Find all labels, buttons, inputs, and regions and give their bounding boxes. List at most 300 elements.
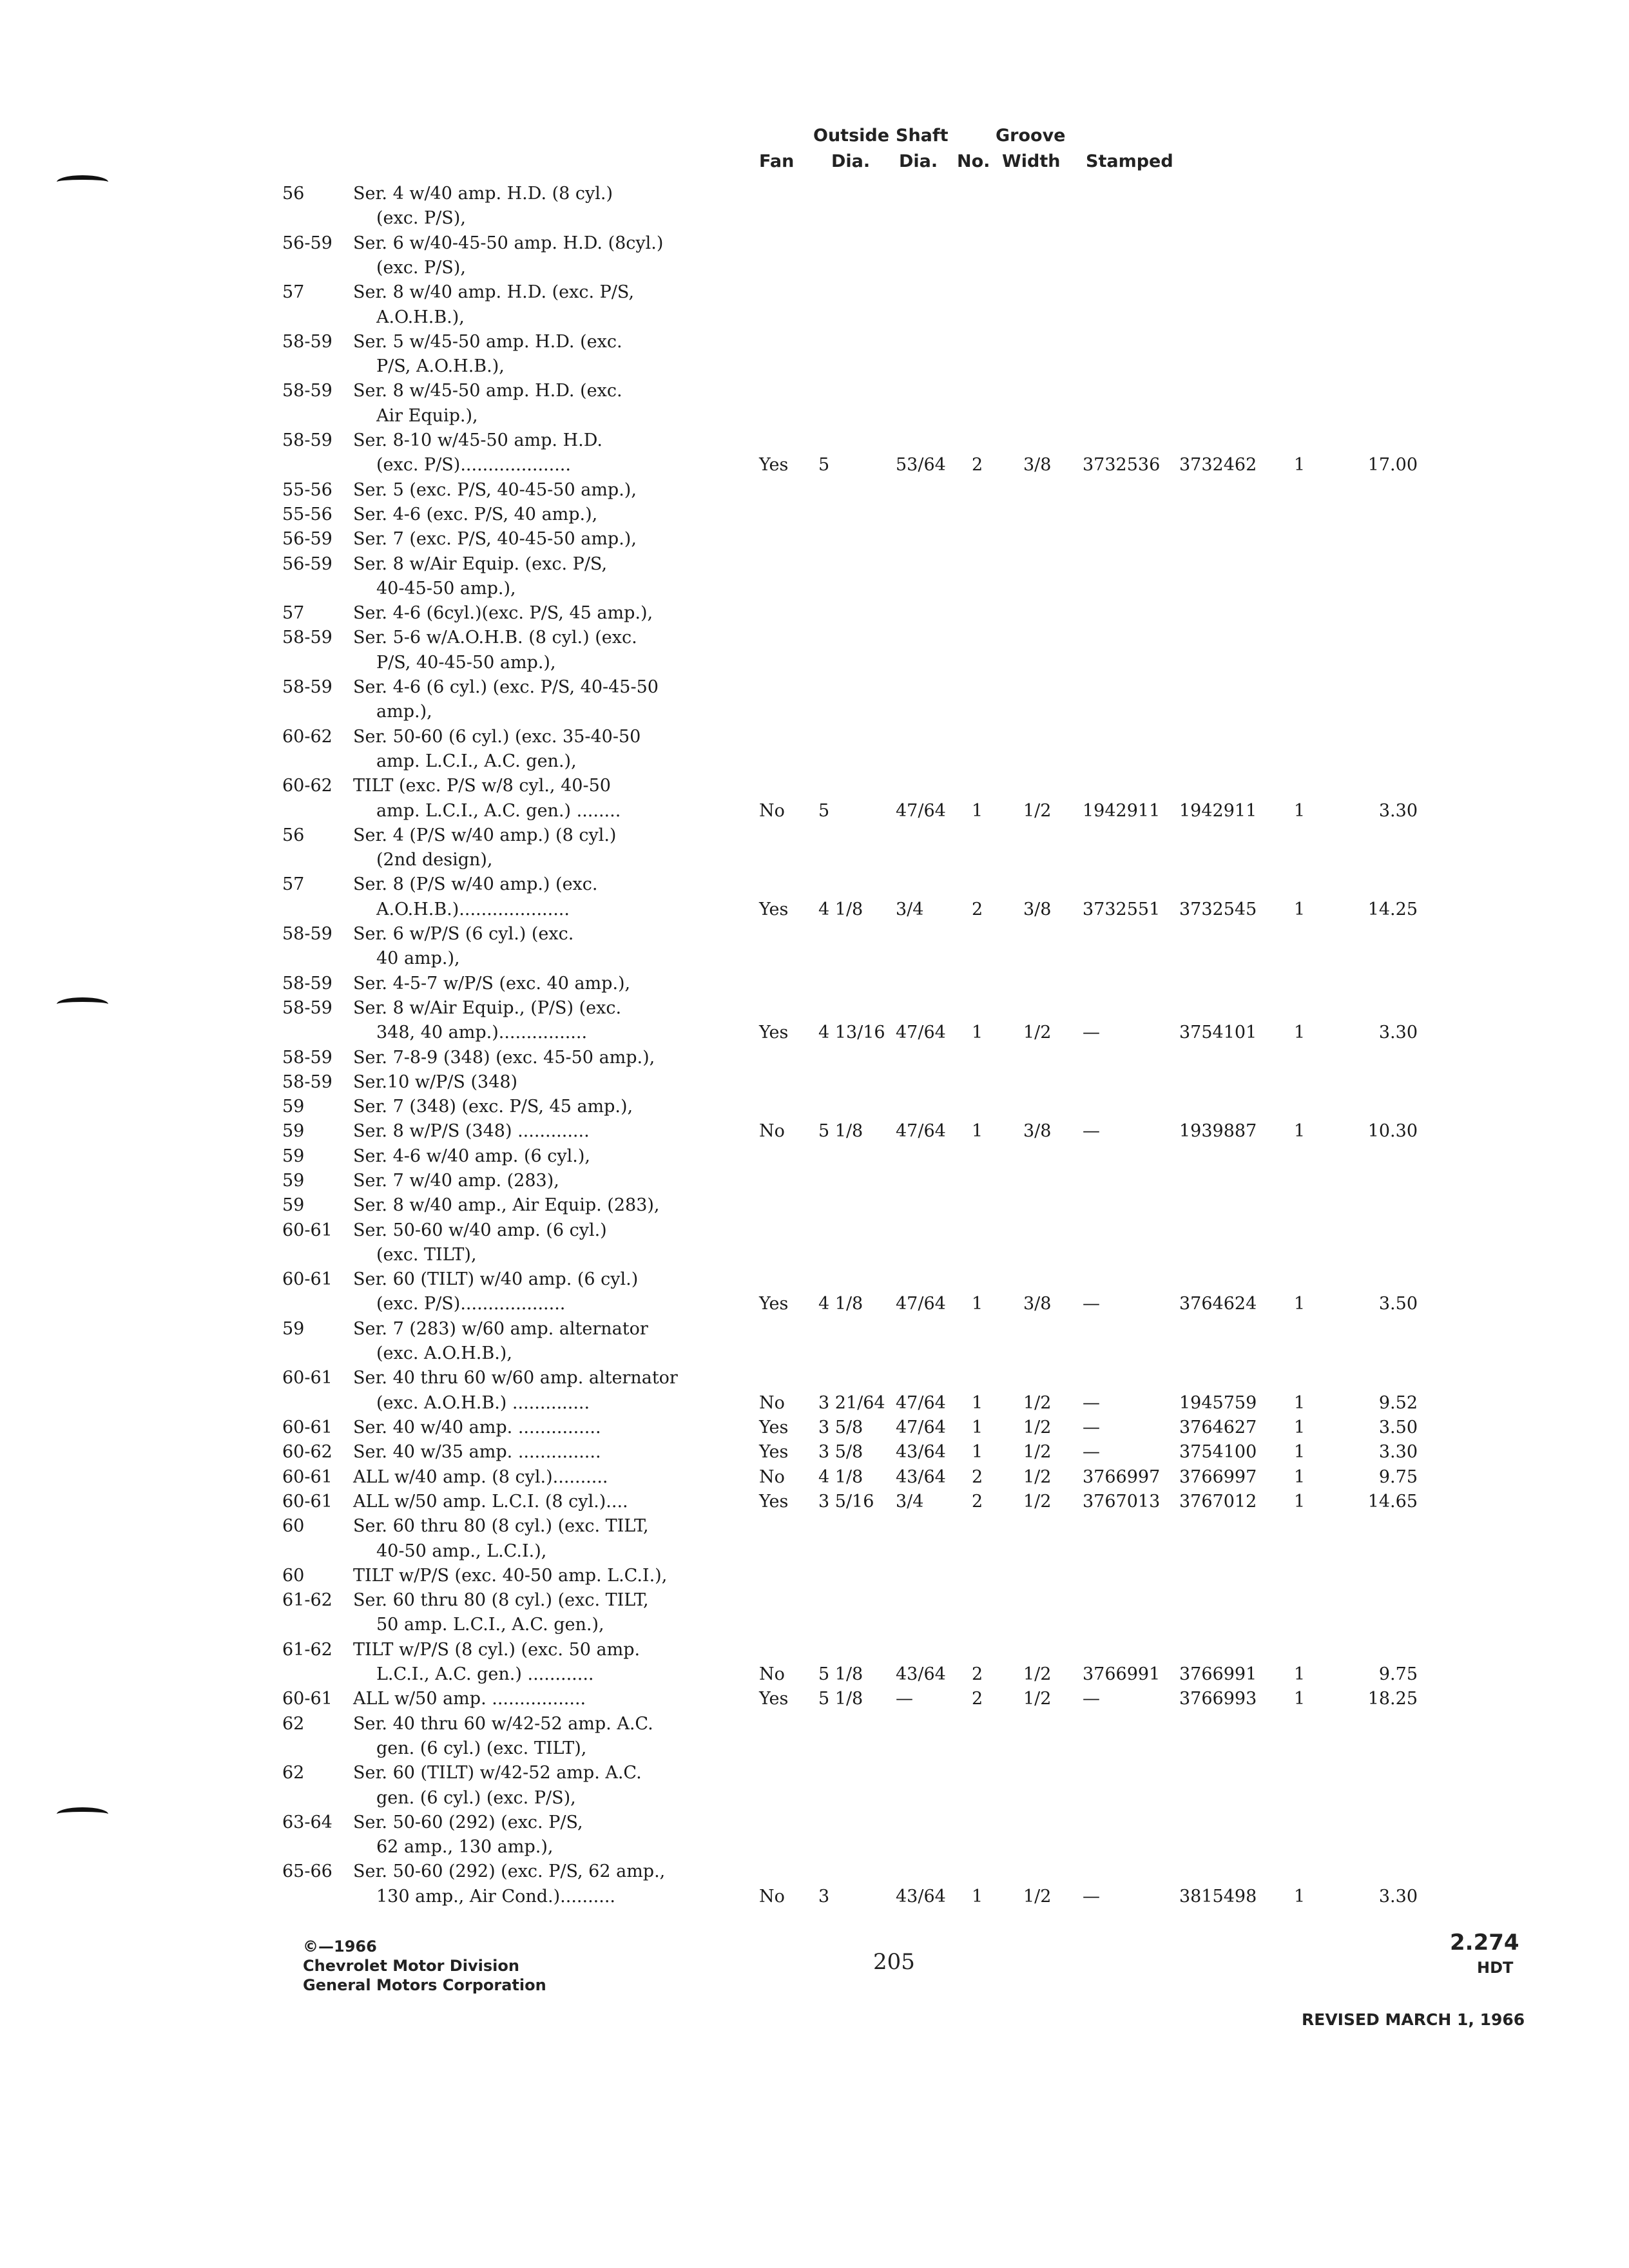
cell-stamped: — — [1083, 1689, 1100, 1709]
cell-sd: 47/64 — [896, 1294, 946, 1314]
cell-year: 58-59 — [282, 1072, 333, 1092]
cell-year: 58-59 — [282, 677, 333, 697]
cell-part: 1945759 — [1179, 1393, 1257, 1413]
cell-year: 62 — [282, 1763, 305, 1783]
cell-desc: (exc. TILT), — [376, 1245, 477, 1265]
cell-year: 60 — [282, 1516, 305, 1536]
header-shaft-1: Shaft — [896, 126, 949, 146]
cell-desc: Ser. 60 thru 80 (8 cyl.) (exc. TILT, — [353, 1590, 649, 1610]
table-row — [0, 282, 1629, 305]
cell-desc: Ser. 5 w/45-50 amp. H.D. (exc. — [353, 332, 622, 352]
cell-qty: 1 — [1294, 1294, 1306, 1314]
cell-year: 59 — [282, 1146, 305, 1166]
table-row — [0, 184, 1629, 207]
table-row — [0, 1368, 1629, 1391]
cell-desc: Ser. 6 w/40-45-50 amp. H.D. (8cyl.) — [353, 233, 664, 253]
cell-od: 5 1/8 — [818, 1121, 863, 1141]
cell-od: 3 5/16 — [818, 1492, 874, 1512]
cell-price: 3.50 — [1378, 1418, 1418, 1437]
cell-qty: 1 — [1294, 1442, 1306, 1462]
cell-qty: 1 — [1294, 1467, 1306, 1487]
cell-fan: Yes — [759, 1294, 789, 1314]
cell-desc: (exc. P/S).................... — [376, 455, 571, 475]
cell-no: 1 — [972, 1294, 983, 1314]
cell-no: 2 — [972, 455, 983, 475]
cell-fan: No — [759, 1121, 785, 1141]
table-row — [0, 208, 1629, 231]
cell-desc: Ser. 7 (exc. P/S, 40-45-50 amp.), — [353, 529, 637, 549]
table-row — [0, 1763, 1629, 1786]
cell-stamped: 3766997 — [1083, 1467, 1161, 1487]
cell-desc: (exc. A.O.H.B.), — [376, 1343, 512, 1363]
table-row — [0, 1714, 1629, 1737]
cell-sd: 43/64 — [896, 1442, 946, 1462]
header-no: No. — [957, 151, 990, 171]
cell-no: 1 — [972, 1887, 983, 1907]
section-code: HDT — [1477, 1959, 1514, 1977]
cell-desc: Ser. 40 thru 60 w/60 amp. alternator — [353, 1368, 678, 1388]
cell-year: 59 — [282, 1121, 305, 1141]
header-shaft-2: Dia. — [899, 151, 938, 171]
cell-desc: Ser. 8 w/P/S (348) ............. — [353, 1121, 590, 1141]
table-row — [0, 529, 1629, 552]
cell-year: 60-61 — [282, 1269, 333, 1289]
cell-desc: Ser. 4-6 (exc. P/S, 40 amp.), — [353, 505, 598, 524]
cell-stamped: 3732551 — [1083, 899, 1161, 919]
table-row — [0, 1837, 1629, 1860]
cell-sd: 43/64 — [896, 1664, 946, 1684]
header-groove-1: Groove — [996, 126, 1066, 146]
table-row — [0, 356, 1629, 380]
cell-stamped: — — [1083, 1023, 1100, 1043]
cell-fan: Yes — [759, 1689, 789, 1709]
cell-desc: Ser. 5-6 w/A.O.H.B. (8 cyl.) (exc. — [353, 628, 637, 648]
cell-year: 56 — [282, 825, 305, 845]
revised-date: REVISED MARCH 1, 1966 — [1302, 2010, 1525, 2029]
cell-gw: 1/2 — [1023, 1689, 1052, 1709]
cell-desc: ALL w/50 amp. L.C.I. (8 cyl.).... — [353, 1492, 628, 1512]
cell-year: 57 — [282, 603, 305, 623]
cell-desc: 62 amp., 130 amp.), — [376, 1837, 554, 1857]
table-row — [0, 1195, 1629, 1218]
table-row — [0, 1343, 1629, 1367]
cell-qty: 1 — [1294, 1689, 1306, 1709]
table-row — [0, 1788, 1629, 1811]
cell-year: 65-66 — [282, 1861, 333, 1881]
table-row — [0, 653, 1629, 676]
cell-price: 3.50 — [1378, 1294, 1418, 1314]
cell-year: 59 — [282, 1097, 305, 1117]
cell-od: 3 5/8 — [818, 1418, 863, 1437]
cell-year: 58-59 — [282, 1048, 333, 1068]
cell-price: 3.30 — [1378, 1442, 1418, 1462]
cell-stamped: — — [1083, 1121, 1100, 1141]
cell-od: 5 1/8 — [818, 1689, 863, 1709]
cell-desc: Ser. 7-8-9 (348) (exc. 45-50 amp.), — [353, 1048, 655, 1068]
table-row — [0, 850, 1629, 873]
cell-part: 3754100 — [1179, 1442, 1257, 1462]
cell-year: 59 — [282, 1195, 305, 1215]
table-row — [0, 332, 1629, 355]
cell-qty: 1 — [1294, 1418, 1306, 1437]
table-row — [0, 1566, 1629, 1589]
table-row — [0, 1689, 1629, 1712]
table-row — [0, 1146, 1629, 1169]
table-row — [0, 948, 1629, 972]
table-row — [0, 1023, 1629, 1046]
cell-year: 58-59 — [282, 974, 333, 994]
cell-od: 4 1/8 — [818, 1467, 863, 1487]
table-row — [0, 1887, 1629, 1910]
cell-desc: Ser. 50-60 (292) (exc. P/S, — [353, 1812, 583, 1832]
cell-desc: Ser. 4-6 w/40 amp. (6 cyl.), — [353, 1146, 590, 1166]
cell-year: 63-64 — [282, 1812, 333, 1832]
cell-qty: 1 — [1294, 1887, 1306, 1907]
cell-year: 56-59 — [282, 233, 333, 253]
cell-desc: TILT w/P/S (exc. 40-50 amp. L.C.I.), — [353, 1566, 668, 1586]
cell-desc: Ser. 7 (283) w/60 amp. alternator — [353, 1319, 648, 1339]
cell-desc: 40-45-50 amp.), — [376, 579, 516, 599]
cell-stamped: — — [1083, 1393, 1100, 1413]
table-row — [0, 1738, 1629, 1762]
cell-stamped: 3767013 — [1083, 1492, 1161, 1512]
cell-fan: Yes — [759, 1418, 789, 1437]
cell-desc: Ser. 4-5-7 w/P/S (exc. 40 amp.), — [353, 974, 631, 994]
cell-desc: Ser. 40 thru 60 w/42-52 amp. A.C. — [353, 1714, 653, 1734]
cell-fan: Yes — [759, 1023, 789, 1043]
cell-desc: Ser. 8-10 w/45-50 amp. H.D. — [353, 430, 602, 450]
table-row — [0, 974, 1629, 997]
table-row — [0, 924, 1629, 947]
cell-sd: 47/64 — [896, 801, 946, 821]
table-row — [0, 1664, 1629, 1687]
cell-year: 60-62 — [282, 1442, 333, 1462]
cell-desc: amp. L.C.I., A.C. gen.) ........ — [376, 801, 621, 821]
cell-gw: 1/2 — [1023, 1418, 1052, 1437]
table-row — [0, 381, 1629, 404]
cell-desc: (exc. P/S), — [376, 208, 466, 228]
cell-desc: 348, 40 amp.)................ — [376, 1023, 588, 1043]
table-row — [0, 628, 1629, 651]
cell-fan: Yes — [759, 455, 789, 475]
cell-desc: Ser. 8 w/Air Equip. (exc. P/S, — [353, 554, 608, 574]
cell-desc: gen. (6 cyl.) (exc. P/S), — [376, 1788, 576, 1808]
table-row — [0, 233, 1629, 256]
cell-gw: 1/2 — [1023, 1492, 1052, 1512]
cell-year: 59 — [282, 1171, 305, 1191]
cell-year: 60-61 — [282, 1418, 333, 1437]
table-row — [0, 1516, 1629, 1539]
cell-year: 61-62 — [282, 1590, 333, 1610]
cell-year: 58-59 — [282, 332, 333, 352]
table-row — [0, 1294, 1629, 1317]
table-row — [0, 1861, 1629, 1885]
cell-gw: 1/2 — [1023, 1023, 1052, 1043]
header-fan: Fan — [759, 151, 795, 171]
cell-no: 1 — [972, 1023, 983, 1043]
cell-qty: 1 — [1294, 455, 1306, 475]
cell-gw: 1/2 — [1023, 801, 1052, 821]
cell-od: 3 5/8 — [818, 1442, 863, 1462]
cell-desc: Ser. 8 w/40 amp. H.D. (exc. P/S, — [353, 282, 635, 302]
cell-sd: 53/64 — [896, 455, 946, 475]
table-row — [0, 1097, 1629, 1120]
table-row — [0, 307, 1629, 331]
cell-year: 62 — [282, 1714, 305, 1734]
table-row — [0, 455, 1629, 478]
cell-year: 57 — [282, 874, 305, 894]
cell-sd: 47/64 — [896, 1393, 946, 1413]
table-row — [0, 406, 1629, 429]
cell-fan: No — [759, 1467, 785, 1487]
cell-part: 3767012 — [1179, 1492, 1257, 1512]
cell-desc: Ser. 60 (TILT) w/40 amp. (6 cyl.) — [353, 1269, 639, 1289]
header-stamped: Stamped — [1086, 151, 1173, 171]
table-row — [0, 1048, 1629, 1071]
cell-sd: 3/4 — [896, 1492, 924, 1512]
cell-no: 2 — [972, 1467, 983, 1487]
cell-year: 60-62 — [282, 776, 333, 796]
cell-year: 55-56 — [282, 480, 333, 500]
cell-year: 60-61 — [282, 1492, 333, 1512]
cell-no: 2 — [972, 1689, 983, 1709]
table-row — [0, 1245, 1629, 1268]
cell-stamped: — — [1083, 1887, 1100, 1907]
table-row — [0, 1467, 1629, 1490]
table-row — [0, 1269, 1629, 1293]
table-row — [0, 776, 1629, 799]
cell-year: 60-61 — [282, 1368, 333, 1388]
cell-desc: 50 amp. L.C.I., A.C. gen.), — [376, 1615, 604, 1635]
cell-desc: 40 amp.), — [376, 948, 460, 968]
cell-desc: (2nd design), — [376, 850, 493, 870]
cell-qty: 1 — [1294, 1492, 1306, 1512]
cell-qty: 1 — [1294, 1121, 1306, 1141]
cell-year: 60-62 — [282, 727, 333, 747]
table-row — [0, 702, 1629, 725]
table-row — [0, 554, 1629, 577]
cell-desc: Ser. 8 w/45-50 amp. H.D. (exc. — [353, 381, 622, 401]
cell-desc: Ser. 8 w/40 amp., Air Equip. (283), — [353, 1195, 660, 1215]
cell-part: 1942911 — [1179, 801, 1257, 821]
cell-no: 1 — [972, 801, 983, 821]
cell-year: 57 — [282, 282, 305, 302]
cell-desc: ALL w/40 amp. (8 cyl.).......... — [353, 1467, 608, 1487]
table-row — [0, 579, 1629, 602]
cell-qty: 1 — [1294, 1664, 1306, 1684]
cell-year: 60-61 — [282, 1220, 333, 1240]
cell-desc: (exc. P/S), — [376, 258, 466, 278]
cell-part: 3766997 — [1179, 1467, 1257, 1487]
table-row — [0, 1121, 1629, 1144]
cell-price: 14.65 — [1367, 1492, 1418, 1512]
table-row — [0, 1590, 1629, 1613]
cell-price: 9.75 — [1378, 1467, 1418, 1487]
cell-desc: A.O.H.B.).................... — [376, 899, 570, 919]
cell-desc: Ser. 50-60 (292) (exc. P/S, 62 amp., — [353, 1861, 666, 1881]
cell-desc: gen. (6 cyl.) (exc. TILT), — [376, 1738, 587, 1758]
cell-part: 3754101 — [1179, 1023, 1257, 1043]
cell-desc: Ser. 6 w/P/S (6 cyl.) (exc. — [353, 924, 574, 944]
cell-desc: A.O.H.B.), — [376, 307, 465, 327]
cell-desc: Ser. 8 w/Air Equip., (P/S) (exc. — [353, 998, 622, 1018]
cell-od: 5 — [818, 801, 830, 821]
cell-od: 4 13/16 — [818, 1023, 885, 1043]
cell-stamped: 1942911 — [1083, 801, 1161, 821]
cell-part: 3732545 — [1179, 899, 1257, 919]
cell-year: 58-59 — [282, 998, 333, 1018]
cell-desc: P/S, 40-45-50 amp.), — [376, 653, 556, 673]
cell-desc: TILT w/P/S (8 cyl.) (exc. 50 amp. — [353, 1640, 641, 1660]
section-number: 2.274 — [1450, 1930, 1519, 1956]
cell-year: 59 — [282, 1319, 305, 1339]
table-row — [0, 1319, 1629, 1342]
cell-qty: 1 — [1294, 801, 1306, 821]
cell-part: 1939887 — [1179, 1121, 1257, 1141]
table-row — [0, 801, 1629, 824]
cell-sd: 43/64 — [896, 1467, 946, 1487]
cell-part: 3766993 — [1179, 1689, 1257, 1709]
cell-stamped: — — [1083, 1294, 1100, 1314]
table-row — [0, 480, 1629, 503]
table-row — [0, 677, 1629, 700]
cell-no: 1 — [972, 1442, 983, 1462]
cell-stamped: — — [1083, 1442, 1100, 1462]
table-row — [0, 1812, 1629, 1836]
cell-year: 60 — [282, 1566, 305, 1586]
page-number: 205 — [873, 1949, 915, 1975]
cell-no: 2 — [972, 1492, 983, 1512]
cell-year: 60-61 — [282, 1689, 333, 1709]
cell-desc: P/S, A.O.H.B.), — [376, 356, 505, 376]
cell-desc: TILT (exc. P/S w/8 cyl., 40-50 — [353, 776, 611, 796]
cell-gw: 1/2 — [1023, 1467, 1052, 1487]
cell-desc: Ser. 50-60 (6 cyl.) (exc. 35-40-50 — [353, 727, 641, 747]
cell-sd: 47/64 — [896, 1418, 946, 1437]
cell-price: 10.30 — [1367, 1121, 1418, 1141]
cell-desc: Ser. 4 w/40 amp. H.D. (8 cyl.) — [353, 184, 613, 204]
cell-desc: Ser. 40 w/40 amp. ............... — [353, 1418, 601, 1437]
cell-no: 1 — [972, 1121, 983, 1141]
cell-desc: Ser. 7 (348) (exc. P/S, 45 amp.), — [353, 1097, 633, 1117]
cell-desc: amp. L.C.I., A.C. gen.), — [376, 751, 577, 771]
cell-od: 3 21/64 — [818, 1393, 885, 1413]
footer-corporation: General Motors Corporation — [303, 1976, 546, 1994]
cell-sd: 47/64 — [896, 1121, 946, 1141]
cell-stamped: 3732536 — [1083, 455, 1161, 475]
cell-no: 2 — [972, 899, 983, 919]
table-row — [0, 751, 1629, 774]
table-row — [0, 258, 1629, 281]
cell-year: 61-62 — [282, 1640, 333, 1660]
cell-part: 3815498 — [1179, 1887, 1257, 1907]
cell-no: 1 — [972, 1393, 983, 1413]
cell-desc: Ser. 4 (P/S w/40 amp.) (8 cyl.) — [353, 825, 617, 845]
cell-desc: Ser. 60 (TILT) w/42-52 amp. A.C. — [353, 1763, 642, 1783]
cell-desc: Ser. 50-60 w/40 amp. (6 cyl.) — [353, 1220, 607, 1240]
cell-gw: 3/8 — [1023, 455, 1052, 475]
table-row — [0, 1393, 1629, 1416]
cell-sd: 47/64 — [896, 1023, 946, 1043]
cell-price: 17.00 — [1367, 455, 1418, 475]
cell-year: 56 — [282, 184, 305, 204]
cell-price: 14.25 — [1367, 899, 1418, 919]
cell-year: 58-59 — [282, 924, 333, 944]
table-row — [0, 1541, 1629, 1564]
cell-year: 58-59 — [282, 628, 333, 648]
cell-desc: Air Equip.), — [376, 406, 478, 426]
cell-od: 4 1/8 — [818, 899, 863, 919]
cell-desc: Ser. 7 w/40 amp. (283), — [353, 1171, 559, 1191]
cell-desc: Ser. 8 (P/S w/40 amp.) (exc. — [353, 874, 598, 894]
table-row — [0, 998, 1629, 1021]
table-row — [0, 1418, 1629, 1441]
cell-price: 9.75 — [1378, 1664, 1418, 1684]
footer-copyright: ©—1966 — [303, 1937, 377, 1956]
table-row — [0, 1615, 1629, 1638]
cell-fan: Yes — [759, 1442, 789, 1462]
cell-stamped: 3766991 — [1083, 1664, 1161, 1684]
cell-od: 3 — [818, 1887, 830, 1907]
cell-desc: Ser. 60 thru 80 (8 cyl.) (exc. TILT, — [353, 1516, 649, 1536]
cell-desc: Ser. 4-6 (6cyl.)(exc. P/S, 45 amp.), — [353, 603, 653, 623]
cell-desc: amp.), — [376, 702, 432, 722]
cell-price: 9.52 — [1378, 1393, 1418, 1413]
cell-od: 5 — [818, 455, 830, 475]
table-row — [0, 1640, 1629, 1663]
table-row — [0, 1171, 1629, 1194]
cell-desc: Ser. 5 (exc. P/S, 40-45-50 amp.), — [353, 480, 637, 500]
cell-fan: No — [759, 1393, 785, 1413]
cell-year: 60-61 — [282, 1467, 333, 1487]
cell-sd: 43/64 — [896, 1887, 946, 1907]
table-row — [0, 1492, 1629, 1515]
cell-year: 58-59 — [282, 381, 333, 401]
table-row — [0, 874, 1629, 898]
cell-gw: 1/2 — [1023, 1664, 1052, 1684]
header-outside-1: Outside — [813, 126, 890, 146]
cell-fan: No — [759, 1887, 785, 1907]
cell-qty: 1 — [1294, 1023, 1306, 1043]
cell-part: 3764627 — [1179, 1418, 1257, 1437]
cell-gw: 1/2 — [1023, 1442, 1052, 1462]
cell-year: 58-59 — [282, 430, 333, 450]
cell-part: 3732462 — [1179, 455, 1257, 475]
cell-od: 4 1/8 — [818, 1294, 863, 1314]
table-row — [0, 430, 1629, 454]
table-row — [0, 825, 1629, 849]
table-row — [0, 899, 1629, 923]
cell-desc: 40-50 amp., L.C.I.), — [376, 1541, 547, 1561]
cell-gw: 1/2 — [1023, 1887, 1052, 1907]
cell-od: 5 1/8 — [818, 1664, 863, 1684]
cell-price: 18.25 — [1367, 1689, 1418, 1709]
cell-qty: 1 — [1294, 1393, 1306, 1413]
cell-fan: Yes — [759, 1492, 789, 1512]
header-outside-2: Dia. — [831, 151, 871, 171]
cell-price: 3.30 — [1378, 1023, 1418, 1043]
cell-sd: — — [896, 1689, 913, 1709]
footer-division: Chevrolet Motor Division — [303, 1957, 519, 1975]
table-row — [0, 727, 1629, 750]
table-row — [0, 505, 1629, 528]
cell-fan: Yes — [759, 899, 789, 919]
cell-desc: (exc. A.O.H.B.) .............. — [376, 1393, 590, 1413]
table-row — [0, 1442, 1629, 1465]
cell-price: 3.30 — [1378, 801, 1418, 821]
cell-desc: Ser. 40 w/35 amp. ............... — [353, 1442, 601, 1462]
cell-fan: No — [759, 801, 785, 821]
